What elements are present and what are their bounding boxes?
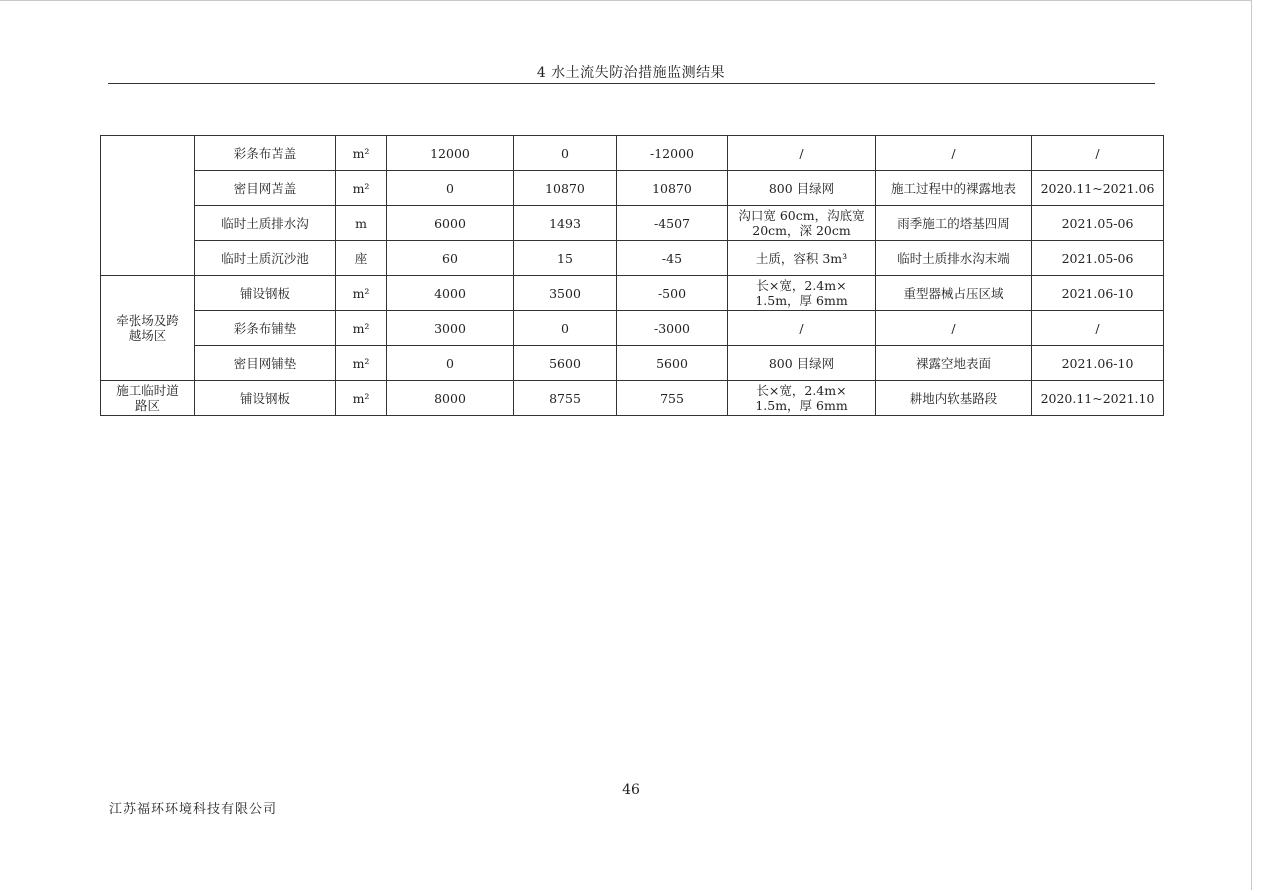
specification-cell: / [728,136,876,171]
time-cell: 2020.11~2021.06 [1032,171,1164,206]
location-cell: 重型器械占压区域 [876,276,1032,311]
unit-cell: m² [336,276,387,311]
area-cell: 牵张场及跨 越场区 [101,276,195,381]
difference-cell: -4507 [617,206,728,241]
location-cell: 裸露空地表面 [876,346,1032,381]
design-quantity-cell: 0 [387,171,514,206]
actual-quantity-cell: 10870 [514,171,617,206]
actual-quantity-cell: 8755 [514,381,617,416]
location-cell: 耕地内软基路段 [876,381,1032,416]
time-cell: / [1032,311,1164,346]
table-row [101,311,1164,346]
table-row [101,346,1164,381]
actual-quantity-cell: 5600 [514,346,617,381]
table-row [101,241,1164,276]
design-quantity-cell: 0 [387,346,514,381]
measure-cell: 密目网铺垫 [195,346,336,381]
measure-cell: 彩条布铺垫 [195,311,336,346]
unit-cell: m² [336,346,387,381]
difference-cell: -3000 [617,311,728,346]
monitoring-results-table [100,135,1164,416]
time-cell: 2021.06-10 [1032,276,1164,311]
measure-cell: 彩条布苫盖 [195,136,336,171]
design-quantity-cell: 60 [387,241,514,276]
design-quantity-cell: 12000 [387,136,514,171]
unit-cell: m² [336,311,387,346]
design-quantity-cell: 8000 [387,381,514,416]
location-cell: 施工过程中的裸露地表 [876,171,1032,206]
table-row [101,276,1164,311]
company-name: 江苏福环环境科技有限公司 [109,802,278,817]
actual-quantity-cell: 15 [514,241,617,276]
difference-cell: -500 [617,276,728,311]
design-quantity-cell: 6000 [387,206,514,241]
specification-cell: / [728,311,876,346]
actual-quantity-cell: 3500 [514,276,617,311]
unit-cell: m [336,206,387,241]
time-cell: 2020.11~2021.10 [1032,381,1164,416]
table-row [101,206,1164,241]
location-cell: 临时土质排水沟末端 [876,241,1032,276]
location-cell: / [876,136,1032,171]
design-quantity-cell: 4000 [387,276,514,311]
header-rule [108,83,1155,84]
measure-cell: 铺设钢板 [195,276,336,311]
location-cell: 雨季施工的塔基四周 [876,206,1032,241]
time-cell: 2021.05-06 [1032,241,1164,276]
table-row [101,136,1164,171]
difference-cell: 5600 [617,346,728,381]
table-row [101,171,1164,206]
specification-cell: 沟口宽 60cm，沟底宽 20cm，深 20cm [728,206,876,241]
specification-cell: 800 目绿网 [728,346,876,381]
actual-quantity-cell: 1493 [514,206,617,241]
unit-cell: m² [336,136,387,171]
specification-cell: 长×宽，2.4m× 1.5m，厚 6mm [728,276,876,311]
time-cell: 2021.05-06 [1032,206,1164,241]
unit-cell: m² [336,381,387,416]
table-row [101,381,1164,416]
measure-cell: 密目网苫盖 [195,171,336,206]
area-cell [101,136,195,276]
measure-cell: 临时土质沉沙池 [195,241,336,276]
time-cell: 2021.06-10 [1032,346,1164,381]
page-header-title: 4 水土流失防治措施监测结果 [536,65,726,81]
difference-cell: -45 [617,241,728,276]
measure-cell: 临时土质排水沟 [195,206,336,241]
difference-cell: 755 [617,381,728,416]
difference-cell: 10870 [617,171,728,206]
time-cell: / [1032,136,1164,171]
design-quantity-cell: 3000 [387,311,514,346]
actual-quantity-cell: 0 [514,136,617,171]
measure-cell: 铺设钢板 [195,381,336,416]
actual-quantity-cell: 0 [514,311,617,346]
specification-cell: 长×宽，2.4m× 1.5m，厚 6mm [728,381,876,416]
area-cell: 施工临时道 路区 [101,381,195,416]
unit-cell: m² [336,171,387,206]
unit-cell: 座 [336,241,387,276]
location-cell: / [876,311,1032,346]
difference-cell: -12000 [617,136,728,171]
page-number: 46 [622,782,640,798]
specification-cell: 土质，容积 3m³ [728,241,876,276]
specification-cell: 800 目绿网 [728,171,876,206]
